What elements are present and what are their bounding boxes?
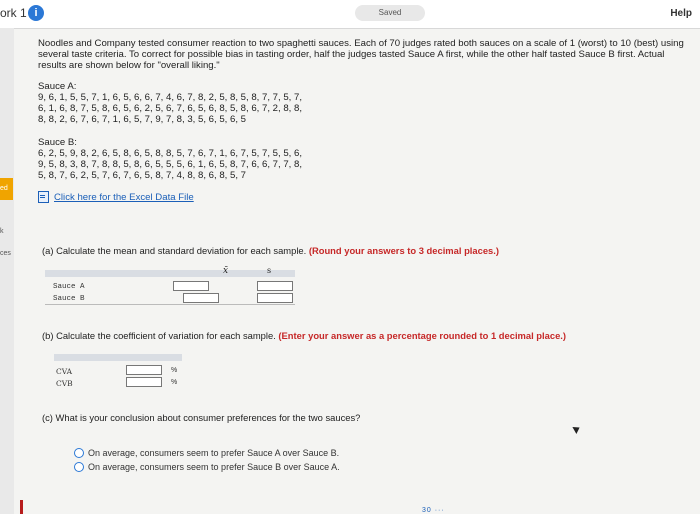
part-c-question xyxy=(42,412,360,423)
excel-link-text[interactable]: Click here for the Excel Data File xyxy=(54,191,194,203)
column-header-sd: s xyxy=(267,266,272,275)
cv-a-input[interactable] xyxy=(126,365,162,375)
table-header-bar xyxy=(54,354,182,361)
option-prefer-a[interactable] xyxy=(74,448,339,458)
cv-b-input[interactable] xyxy=(126,377,162,387)
excel-data-link[interactable] xyxy=(38,191,194,203)
column-header-mean: x̄ xyxy=(223,266,229,276)
part-b-answer-table xyxy=(54,354,184,394)
row-label-cv-b: CVB xyxy=(56,379,73,388)
sauce-b-data-line: 6, 2, 5, 9, 8, 2, 6, 5, 8, 6, 5, 8, 8, 5, 7, 6, 7, 1, 6, 7, 5, 7, 5, 5, 6, xyxy=(38,148,302,159)
sauce-a-label: Sauce A: xyxy=(38,81,77,92)
radio-option-a[interactable] xyxy=(74,448,84,458)
left-nav-label[interactable]: k xyxy=(0,228,4,235)
problem-intro: Noodles and Company tested consumer reaction to two spaghetti sauces. Each of 70 judges rated both sauces on a scale of 1 (worst) to 10 (best) using several taste criteria. To correct for possible bias in tasting order, half the judges tasted Sauce A first, while the other half tasted Sauce B first. Actual results are shown below for "overall liking." xyxy=(38,38,684,71)
sauce-a-mean-input[interactable] xyxy=(173,281,209,291)
left-nav-strip xyxy=(0,28,14,514)
sauce-a-data-line: 9, 6, 1, 5, 5, 7, 1, 6, 5, 6, 6, 7, 4, 6, 7, 8, 2, 5, 8, 5, 8, 7, 7, 5, 7, xyxy=(38,92,302,103)
sauce-a-data-line: 6, 1, 6, 8, 7, 5, 8, 6, 5, 6, 2, 5, 6, 7, 6, 5, 6, 8, 5, 8, 6, 7, 2, 8, 8, xyxy=(38,103,302,114)
sauce-a-data-line: 8, 8, 2, 6, 7, 6, 7, 1, 6, 5, 7, 9, 7, 8, 3, 5, 6, 5, 6, 5 xyxy=(38,114,246,125)
top-bar xyxy=(0,0,700,29)
sauce-b-data-line: 5, 8, 7, 6, 2, 5, 7, 6, 7, 6, 5, 8, 7, 4, 8, 8, 6, 8, 5, 7 xyxy=(38,170,246,181)
part-a-answer-table xyxy=(45,266,295,314)
radio-option-b[interactable] xyxy=(74,462,84,472)
info-icon[interactable]: i xyxy=(28,5,44,21)
assignment-title: ork 1 xyxy=(0,6,27,20)
problem-content xyxy=(38,38,688,206)
table-divider xyxy=(45,304,295,305)
part-a-instruction: (Round your answers to 3 decimal places.) xyxy=(308,245,499,256)
sauce-b-data-line: 9, 5, 8, 3, 8, 7, 8, 8, 5, 8, 6, 5, 5, 5, 6, 1, 6, 5, 8, 7, 6, 6, 7, 7, 8, xyxy=(38,159,302,170)
part-c-prompt: (c) What is your conclusion about consumer preferences for the two sauces? xyxy=(42,412,361,423)
part-b-question xyxy=(42,330,566,341)
part-a-prompt: (a) Calculate the mean and standard deviation for each sample. xyxy=(42,245,307,256)
help-link[interactable]: Help xyxy=(670,8,692,19)
cv-a-percent-unit: % xyxy=(171,367,178,374)
option-prefer-b[interactable] xyxy=(74,462,340,472)
pager[interactable]: 30 ··· xyxy=(422,507,445,514)
row-label-sauce-b: Sauce B xyxy=(53,295,85,303)
row-label-cv-a: CVA xyxy=(56,367,73,376)
left-nav-label[interactable]: ces xyxy=(0,250,11,257)
sauce-b-label: Sauce B: xyxy=(38,137,77,148)
excel-file-icon xyxy=(38,191,49,203)
sauce-a-sd-input[interactable] xyxy=(257,281,293,291)
row-label-sauce-a: Sauce A xyxy=(53,283,85,291)
cv-b-percent-unit: % xyxy=(171,379,178,386)
progress-marker xyxy=(20,500,23,514)
option-a-label[interactable]: On average, consumers seem to prefer Sauce A over Sauce B. xyxy=(88,448,340,458)
sauce-b-mean-input[interactable] xyxy=(183,293,219,303)
left-nav-tag[interactable]: ed xyxy=(0,178,13,200)
sauce-b-sd-input[interactable] xyxy=(257,293,293,303)
part-a-question xyxy=(42,245,499,256)
table-header-bar xyxy=(45,270,295,277)
saved-status-badge: Saved xyxy=(355,5,425,21)
part-b-prompt: (b) Calculate the coefficient of variation for each sample. xyxy=(42,330,276,341)
option-b-label[interactable]: On average, consumers seem to prefer Sauce B over Sauce A. xyxy=(88,462,340,472)
part-b-instruction: (Enter your answer as a percentage rounded to 1 decimal place.) xyxy=(278,330,567,341)
mouse-cursor-icon xyxy=(572,424,581,434)
